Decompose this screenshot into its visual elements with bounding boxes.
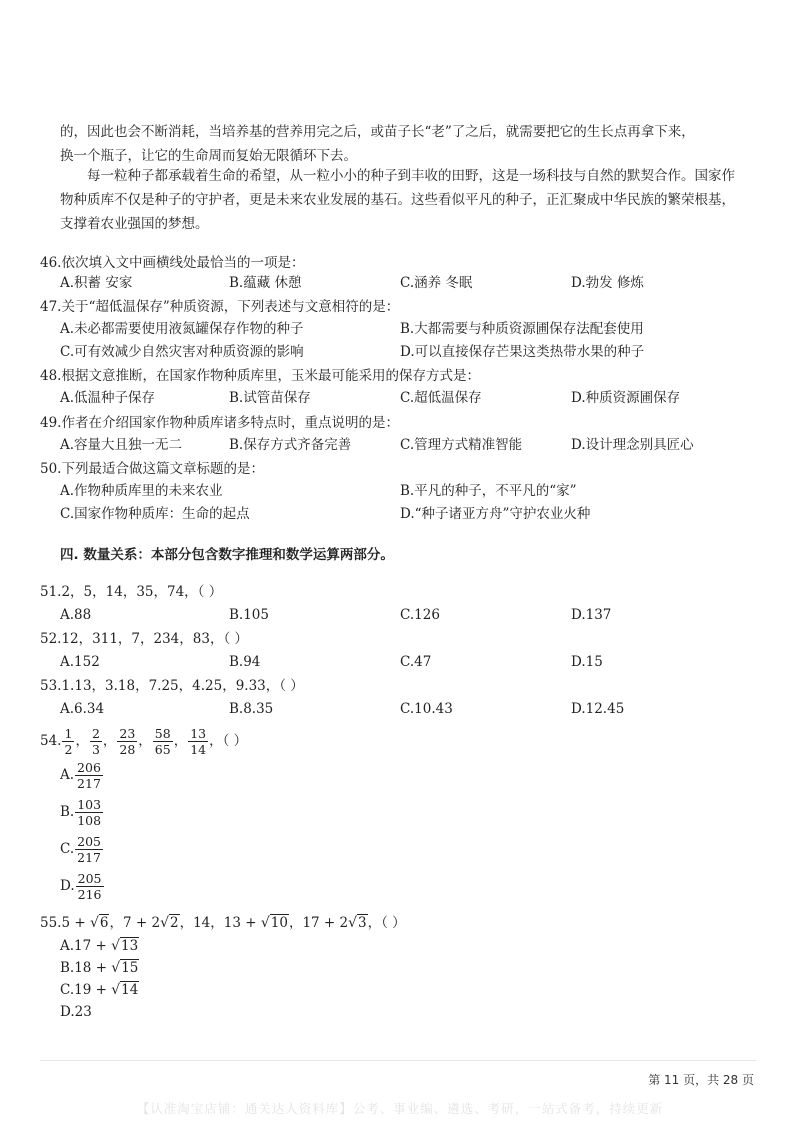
question-53-stem: 53.1.13，3.18，7.25，4.25，9.33，（ ） (40, 678, 304, 694)
q51-option-a: A.88 (60, 607, 92, 623)
q53-option-a: A.6.34 (60, 701, 105, 717)
q51-option-c: C.126 (400, 607, 440, 623)
q46-option-b: B.蕴藏 休憩 (229, 275, 302, 291)
q50-option-d: D.“种子诸亚方舟”守护农业火种 (400, 506, 591, 522)
fraction: $\frac{1}{2}$ (64, 726, 73, 757)
q48-option-b: B.试管苗保存 (229, 390, 311, 406)
q54-option-d: D. $\frac{205}{216}$ (60, 871, 102, 902)
q55-option-a: A.17 + √13 (60, 938, 139, 954)
q52-option-d: D.15 (571, 654, 603, 670)
fraction: $\frac{23}{28}$ (119, 726, 136, 757)
question-number: 54. (40, 733, 62, 749)
passage-line: 的，因此也会不断消耗，当培养基的营养用完之后，或苗子长“老”了之后，就需要把它的生长点再拿下来， (60, 124, 695, 140)
q46-option-d: D.勃发 修炼 (571, 275, 644, 291)
q49-option-a: A.容量大且独一无二 (60, 437, 183, 453)
q54-option-b: B. $\frac{103}{108}$ (60, 797, 102, 828)
question-55-stem: 55.5 + √6，7 + 2√2，14，13 + √10，17 + 2√3，（ ） (40, 915, 406, 931)
section-heading: 四. 数量关系：本部分包含数字推理和数学运算两部分。 (60, 547, 394, 563)
question-48-stem: 48.根据文意推断，在国家作物种质库里，玉米最可能采用的保存方式是： (40, 368, 480, 384)
question-54-stem: 54. $\frac{1}{2}$ ， $\frac{2}{3}$ ， $\frac{23}{28}$ ， $\frac{58}{65}$ ， $\frac{13}{14}$ ，（ ） (40, 726, 248, 757)
page-number: 第 11 页，共 28 页 (648, 1073, 754, 1087)
q48-option-c: C.超低温保存 (400, 390, 482, 406)
fraction: $\frac{2}{3}$ (91, 726, 100, 757)
q51-option-d: D.137 (571, 607, 612, 623)
q50-option-b: B.平凡的种子，不平凡的“家” (400, 483, 577, 499)
q55-option-c: C.19 + √14 (60, 982, 139, 998)
q52-option-a: A.152 (60, 654, 100, 670)
question-49-stem: 49.作者在介绍国家作物种质库诸多特点时，重点说明的是： (40, 415, 399, 431)
watermark-text: 【认准淘宝店铺：通关达人资料库】公考、事业编、遴选、考研，一站式备考，持续更新 (136, 1101, 664, 1116)
q47-option-d: D.可以直接保存芒果这类热带水果的种子 (400, 344, 645, 360)
q47-option-c: C.可有效减少自然灾害对种质资源的影响 (60, 344, 304, 360)
q55-option-b: B.18 + √15 (60, 960, 139, 976)
q48-option-a: A.低温种子保存 (60, 390, 156, 406)
q52-option-c: C.47 (400, 654, 432, 670)
q54-option-c: C. $\frac{205}{217}$ (60, 834, 101, 865)
q49-option-c: C.管理方式精准智能 (400, 437, 523, 453)
q49-option-d: D.设计理念别具匠心 (571, 437, 694, 453)
question-50-stem: 50.下列最适合做这篇文章标题的是： (40, 461, 264, 477)
q46-option-a: A.积蓄 安家 (60, 275, 133, 291)
fraction: $\frac{13}{14}$ (190, 726, 207, 757)
q53-option-c: C.10.43 (400, 701, 453, 717)
footer-divider (40, 1060, 756, 1061)
q52-option-b: B.94 (229, 654, 261, 670)
q50-option-a: A.作物种质库里的未来农业 (60, 483, 223, 499)
passage-paragraph: 每一粒种子都承载着生命的希望，从一粒小小的种子到丰收的田野，这是一场科技与自然的默契合作。国家作物种质库不仅是种子的守护者，更是未来农业发展的基石。这些看似平凡的种子，正汇聚成中华民族的繁荣根基，支撑着农业强国的梦想。 (60, 168, 735, 232)
q53-option-d: D.12.45 (571, 701, 625, 717)
q53-option-b: B.8.35 (229, 701, 274, 717)
q47-option-a: A.未必都需要使用液氮罐保存作物的种子 (60, 321, 304, 337)
passage-line: 换一个瓶子，让它的生命周而复始无限循环下去。 (60, 148, 357, 164)
question-52-stem: 52.12，311，7，234，83，（ ） (40, 631, 248, 647)
question-47-stem: 47.关于“超低温保存”种质资源，下列表述与文意相符的是： (40, 299, 400, 315)
q49-option-b: B.保存方式齐备完善 (229, 437, 352, 453)
fraction: $\frac{58}{65}$ (154, 726, 171, 757)
q50-option-c: C.国家作物种质库：生命的起点 (60, 506, 250, 522)
q46-option-c: C.涵养 冬眠 (400, 275, 473, 291)
question-51-stem: 51.2，5，14，35，74，（ ） (40, 584, 223, 600)
q54-option-a: A. $\frac{206}{217}$ (60, 760, 101, 791)
q51-option-b: B.105 (229, 607, 269, 623)
q48-option-d: D.种质资源圃保存 (571, 390, 681, 406)
q47-option-b: B.大都需要与种质资源圃保存法配套使用 (400, 321, 644, 337)
question-46-stem: 46.依次填入文中画横线处最恰当的一项是： (40, 255, 305, 271)
q55-option-d: D.23 (60, 1004, 92, 1020)
